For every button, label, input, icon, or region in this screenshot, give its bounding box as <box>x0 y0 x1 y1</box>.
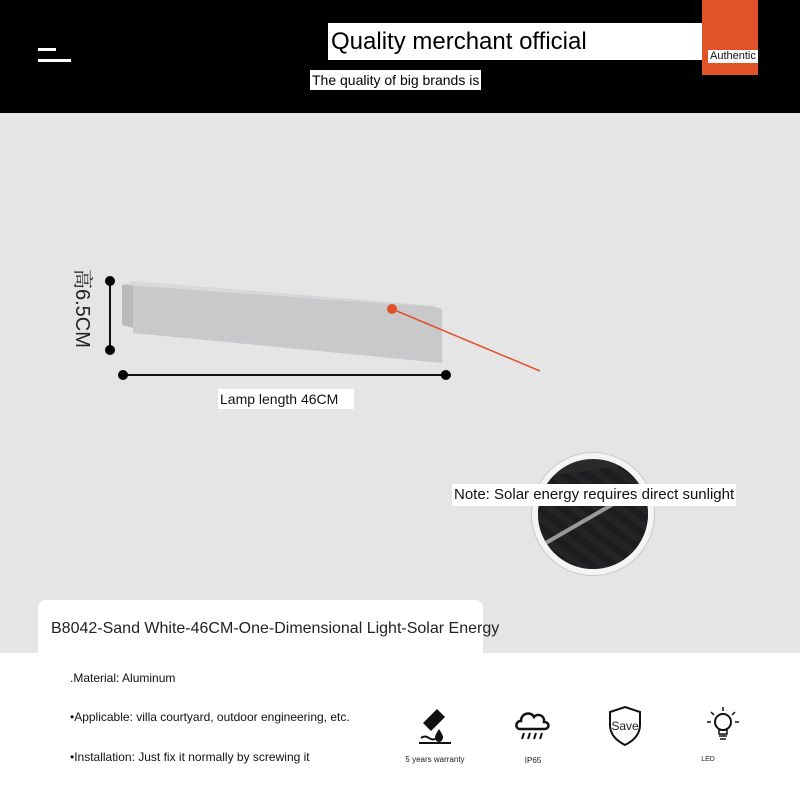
menu-icon[interactable] <box>38 48 72 66</box>
lamp-illustration <box>0 113 800 653</box>
page-subtitle: The quality of big brands is <box>312 72 480 88</box>
page-title: Quality merchant official <box>331 28 587 55</box>
authentic-badge-label: Authentic <box>708 50 758 63</box>
solar-note: Note: Solar energy requires direct sunlight <box>452 484 736 506</box>
light-bulb-icon <box>703 705 743 749</box>
spec-applicable: •Applicable: villa courtyard, outdoor engineering, etc. <box>70 710 350 724</box>
product-image-area <box>0 113 800 653</box>
height-dimension-dot-top <box>105 276 115 286</box>
feature-save <box>605 705 645 749</box>
spec-installation: •Installation: Just fix it normally by screwing it <box>70 750 310 764</box>
feature-ip65-label: IP65 <box>524 756 542 765</box>
feature-save-label: Save <box>611 719 639 733</box>
height-label <box>65 270 95 370</box>
length-dimension-dot-left <box>118 370 128 380</box>
solar-panel-zoom-callout <box>532 453 654 575</box>
waterproof-icon <box>415 705 455 745</box>
feature-warranty-label: 5 years warranty <box>405 755 465 764</box>
spec-material: .Material: Aluminum <box>70 671 176 685</box>
feature-led <box>703 705 743 765</box>
feature-warranty <box>405 705 465 765</box>
rain-cloud-icon <box>512 705 552 745</box>
feature-led-label: LED <box>701 756 715 763</box>
length-label: Lamp length 46CM <box>218 389 354 409</box>
feature-ip65 <box>512 705 556 765</box>
lamp-side-face <box>122 283 133 328</box>
height-dimension-dot-bottom <box>105 345 115 355</box>
lamp-front-face <box>133 281 442 363</box>
model-name: B8042-Sand White-46CM-One-Dimensional Light-Solar Energy <box>51 620 500 637</box>
callout-dot <box>387 304 397 314</box>
height-label-text: 高6.5CM <box>71 269 93 348</box>
authentic-badge <box>702 0 758 75</box>
length-dimension-dot-right <box>441 370 451 380</box>
